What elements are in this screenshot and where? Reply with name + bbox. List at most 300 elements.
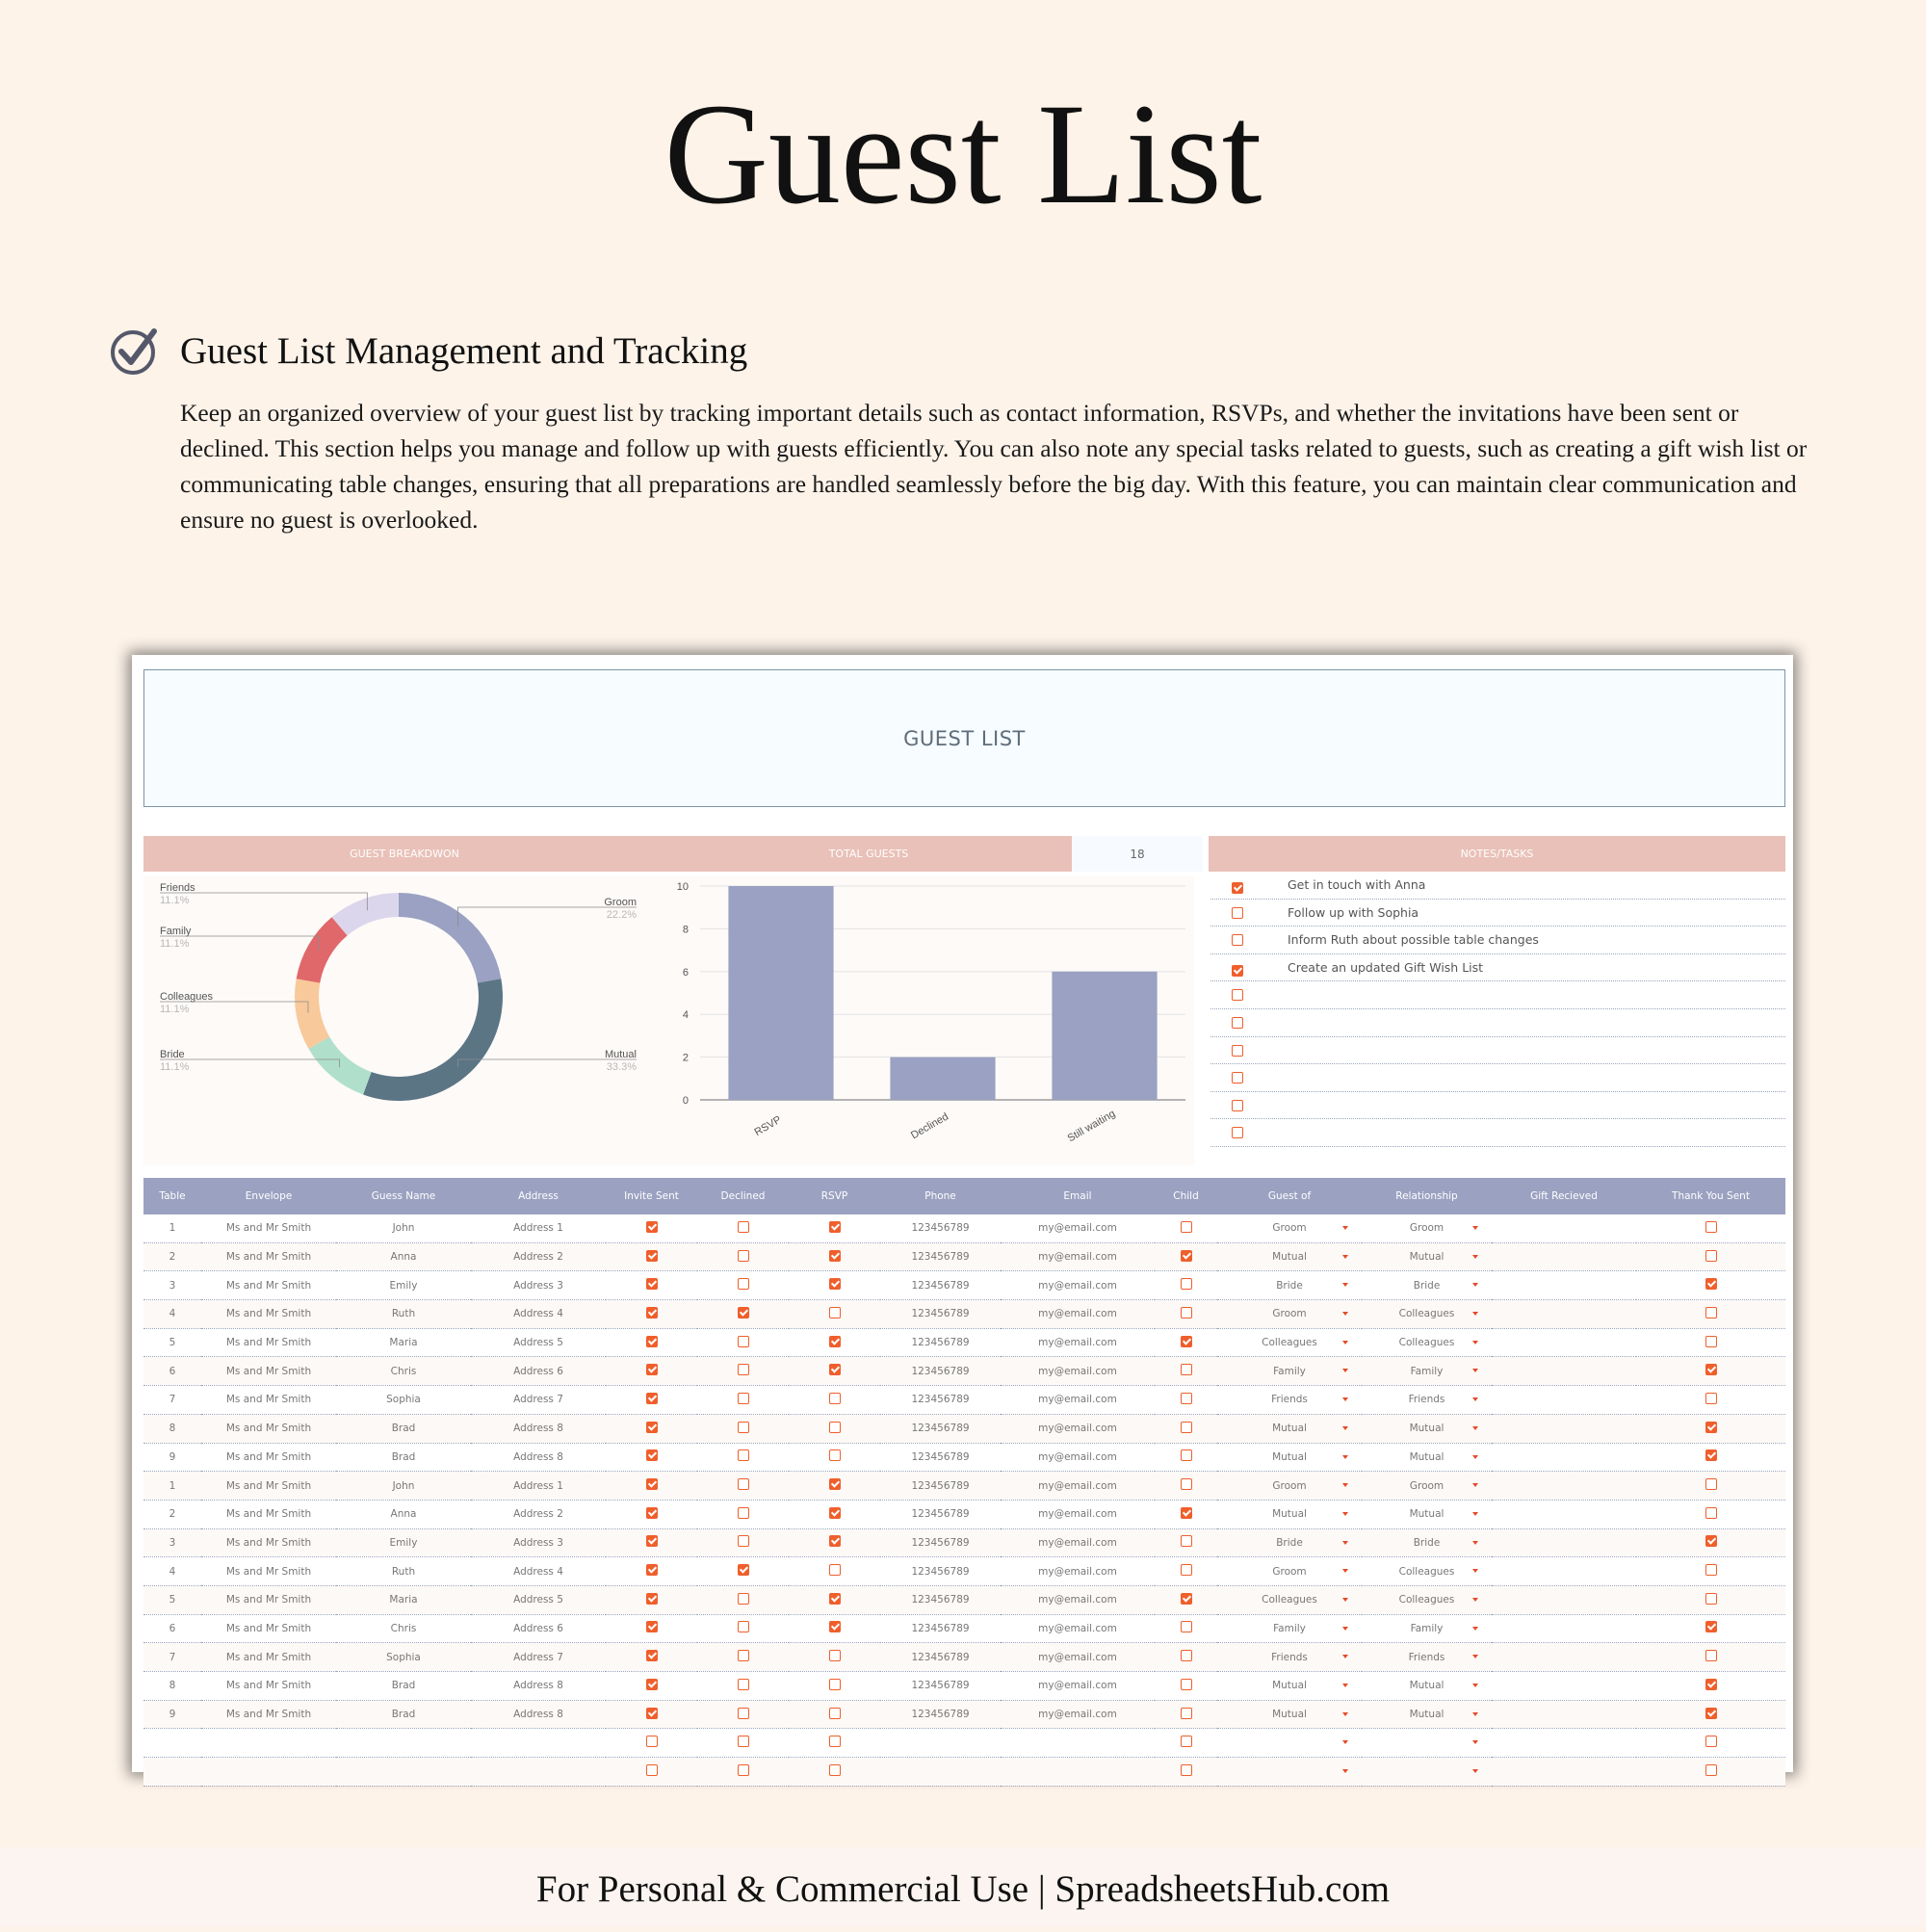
caret-down-icon[interactable] <box>1472 1712 1478 1716</box>
caret-down-icon[interactable] <box>1342 1627 1348 1631</box>
relationship-dropdown[interactable] <box>1362 1214 1492 1242</box>
invite-checkbox[interactable] <box>646 1278 658 1290</box>
cell <box>336 1500 471 1528</box>
declined-checkbox[interactable] <box>738 1679 749 1690</box>
declined-checkbox[interactable] <box>738 1736 749 1747</box>
rsvp-checkbox[interactable] <box>829 1336 841 1347</box>
cell <box>697 1242 789 1271</box>
child-checkbox[interactable] <box>1181 1278 1192 1290</box>
rsvp-checkbox[interactable] <box>829 1736 841 1747</box>
cell-address: Address 7 <box>513 1394 563 1406</box>
cell <box>1001 1472 1155 1501</box>
cell <box>1001 1214 1155 1242</box>
caret-down-icon[interactable] <box>1472 1369 1478 1372</box>
invite-checkbox[interactable] <box>646 1221 658 1233</box>
cell <box>336 1472 471 1501</box>
cell <box>606 1386 697 1415</box>
column-header[interactable]: Address <box>471 1178 606 1214</box>
cell <box>1001 1758 1155 1787</box>
rsvp-checkbox[interactable] <box>829 1221 841 1233</box>
relationship-dropdown[interactable] <box>1362 1472 1492 1501</box>
invite-checkbox[interactable] <box>646 1250 658 1262</box>
thanks-checkbox[interactable] <box>1705 1364 1717 1375</box>
thanks-checkbox[interactable] <box>1705 1507 1717 1519</box>
dropdown-value: Colleagues <box>1398 1565 1455 1578</box>
invite-checkbox[interactable] <box>646 1393 658 1404</box>
cell-name: Anna <box>390 1251 417 1264</box>
cell-gift <box>1492 1758 1636 1787</box>
cell <box>336 1242 471 1271</box>
relationship-dropdown[interactable] <box>1362 1614 1492 1643</box>
caret-down-icon[interactable] <box>1472 1341 1478 1345</box>
thanks-checkbox[interactable] <box>1705 1535 1717 1547</box>
caret-down-icon[interactable] <box>1342 1512 1348 1516</box>
thanks-checkbox[interactable] <box>1705 1336 1717 1347</box>
invite-checkbox[interactable] <box>646 1650 658 1661</box>
invite-checkbox[interactable] <box>646 1708 658 1719</box>
page-title: Guest List <box>664 74 1262 234</box>
rsvp-checkbox[interactable] <box>829 1307 841 1318</box>
guest_of-dropdown[interactable] <box>1217 1528 1362 1557</box>
guest_of-dropdown[interactable] <box>1217 1271 1362 1300</box>
caret-down-icon[interactable] <box>1342 1769 1348 1773</box>
rsvp-checkbox[interactable] <box>829 1564 841 1576</box>
invite-checkbox[interactable] <box>646 1449 658 1461</box>
cell <box>606 1729 697 1758</box>
cell-email: my@email.com <box>1038 1536 1117 1549</box>
cell <box>1636 1729 1785 1758</box>
cell-phone: 123456789 <box>911 1565 970 1578</box>
rsvp-checkbox[interactable] <box>829 1422 841 1433</box>
invite-checkbox[interactable] <box>646 1422 658 1433</box>
cell-gift <box>1492 1729 1636 1758</box>
guest_of-dropdown[interactable] <box>1217 1643 1362 1672</box>
rsvp-checkbox[interactable] <box>829 1535 841 1547</box>
caret-down-icon[interactable] <box>1472 1255 1478 1259</box>
relationship-dropdown[interactable] <box>1362 1357 1492 1386</box>
rsvp-checkbox[interactable] <box>829 1650 841 1661</box>
caret-down-icon[interactable] <box>1472 1655 1478 1658</box>
caret-down-icon[interactable] <box>1342 1483 1348 1487</box>
invite-checkbox[interactable] <box>646 1336 658 1347</box>
cell <box>789 1414 880 1443</box>
invite-checkbox[interactable] <box>646 1736 658 1747</box>
invite-checkbox[interactable] <box>646 1307 658 1318</box>
cell-name: Chris <box>390 1622 417 1634</box>
dropdown-value: Colleagues <box>1262 1337 1317 1349</box>
column-header[interactable]: RSVP <box>789 1178 880 1214</box>
caret-down-icon[interactable] <box>1342 1312 1348 1316</box>
relationship-dropdown[interactable] <box>1362 1585 1492 1614</box>
rsvp-checkbox[interactable] <box>829 1278 841 1290</box>
table-row <box>143 1443 1785 1472</box>
cell <box>143 1328 201 1357</box>
declined-checkbox[interactable] <box>738 1507 749 1519</box>
cell <box>789 1271 880 1300</box>
cell <box>606 1672 697 1701</box>
relationship-dropdown[interactable] <box>1362 1242 1492 1271</box>
invite-checkbox[interactable] <box>646 1679 658 1690</box>
x-tick-label: Declined <box>908 1110 951 1142</box>
thanks-checkbox[interactable] <box>1705 1593 1717 1605</box>
caret-down-icon[interactable] <box>1342 1255 1348 1259</box>
relationship-dropdown[interactable] <box>1362 1328 1492 1357</box>
declined-checkbox[interactable] <box>738 1708 749 1719</box>
caret-down-icon[interactable] <box>1342 1369 1348 1372</box>
declined-checkbox[interactable] <box>738 1364 749 1375</box>
declined-checkbox[interactable] <box>738 1449 749 1461</box>
child-checkbox[interactable] <box>1181 1336 1192 1347</box>
cell <box>789 1729 880 1758</box>
thanks-checkbox[interactable] <box>1705 1449 1717 1461</box>
cell <box>1636 1528 1785 1557</box>
thanks-checkbox[interactable] <box>1705 1621 1717 1632</box>
thanks-checkbox[interactable] <box>1705 1278 1717 1290</box>
relationship-dropdown[interactable] <box>1362 1528 1492 1557</box>
note-checkbox[interactable] <box>1232 882 1243 894</box>
slice-percent: 11.1% <box>160 938 190 950</box>
thanks-checkbox[interactable] <box>1705 1679 1717 1690</box>
note-checkbox[interactable] <box>1232 1127 1243 1138</box>
caret-down-icon[interactable] <box>1472 1569 1478 1573</box>
cell <box>471 1472 606 1501</box>
guest_of-dropdown[interactable] <box>1217 1500 1362 1528</box>
column-header[interactable]: Invite Sent <box>606 1178 697 1214</box>
invite-checkbox[interactable] <box>646 1564 658 1576</box>
dropdown-value: Family <box>1273 1622 1306 1634</box>
guest_of-dropdown[interactable] <box>1217 1328 1362 1357</box>
dropdown-value: Mutual <box>1272 1709 1307 1721</box>
caret-down-icon[interactable] <box>1342 1541 1348 1545</box>
guest_of-dropdown[interactable] <box>1217 1585 1362 1614</box>
child-checkbox[interactable] <box>1181 1593 1192 1605</box>
declined-checkbox[interactable] <box>738 1278 749 1290</box>
cell-envelope: Ms and Mr Smith <box>225 1450 312 1463</box>
child-checkbox[interactable] <box>1181 1650 1192 1661</box>
invite-checkbox[interactable] <box>646 1764 658 1776</box>
rsvp-checkbox[interactable] <box>829 1250 841 1262</box>
child-checkbox[interactable] <box>1181 1564 1192 1576</box>
thanks-checkbox[interactable] <box>1705 1478 1717 1490</box>
cell <box>1155 1472 1217 1501</box>
cell <box>880 1357 1001 1386</box>
child-checkbox[interactable] <box>1181 1221 1192 1233</box>
caret-down-icon[interactable] <box>1342 1655 1348 1658</box>
dropdown-value: Groom <box>1272 1479 1307 1492</box>
slice-percent: 11.1% <box>160 895 190 906</box>
child-checkbox[interactable] <box>1181 1307 1192 1318</box>
guest_of-dropdown[interactable] <box>1217 1672 1362 1701</box>
caret-down-icon[interactable] <box>1472 1283 1478 1287</box>
cell-email: my@email.com <box>1038 1222 1117 1235</box>
child-checkbox[interactable] <box>1181 1250 1192 1262</box>
rsvp-checkbox[interactable] <box>829 1708 841 1719</box>
declined-checkbox[interactable] <box>738 1478 749 1490</box>
child-checkbox[interactable] <box>1181 1736 1192 1747</box>
cell <box>1155 1242 1217 1271</box>
cell <box>471 1328 606 1357</box>
guest_of-dropdown[interactable] <box>1217 1758 1362 1787</box>
cell <box>1155 1528 1217 1557</box>
thanks-checkbox[interactable] <box>1705 1422 1717 1433</box>
rsvp-checkbox[interactable] <box>829 1764 841 1776</box>
note-checkbox[interactable] <box>1232 1100 1243 1111</box>
rsvp-checkbox[interactable] <box>829 1393 841 1404</box>
caret-down-icon[interactable] <box>1472 1483 1478 1487</box>
declined-checkbox[interactable] <box>738 1621 749 1632</box>
guest_of-dropdown[interactable] <box>1217 1414 1362 1443</box>
cell <box>880 1643 1001 1672</box>
caret-down-icon[interactable] <box>1342 1426 1348 1430</box>
relationship-dropdown[interactable] <box>1362 1443 1492 1472</box>
total-guests-value: 18 <box>1072 836 1203 872</box>
cell-envelope: Ms and Mr Smith <box>225 1622 312 1634</box>
guest_of-dropdown[interactable] <box>1217 1557 1362 1586</box>
note-checkbox[interactable] <box>1232 965 1243 977</box>
column-header[interactable]: Phone <box>880 1178 1001 1214</box>
dropdown-value: Mutual <box>1409 1423 1444 1435</box>
rsvp-checkbox[interactable] <box>829 1478 841 1490</box>
caret-down-icon[interactable] <box>1342 1397 1348 1401</box>
cell-phone: 123456789 <box>911 1337 970 1349</box>
cell <box>1155 1414 1217 1443</box>
cell-phone: 123456789 <box>911 1479 970 1492</box>
sheet-title: GUEST LIST <box>903 726 1026 750</box>
donut-slice-colleagues <box>295 979 329 1049</box>
declined-checkbox[interactable] <box>738 1221 749 1233</box>
child-checkbox[interactable] <box>1181 1708 1192 1719</box>
column-header[interactable]: Child <box>1155 1178 1217 1214</box>
slice-label: Groom <box>604 897 637 908</box>
dropdown-value: Bride <box>1413 1279 1441 1292</box>
rsvp-checkbox[interactable] <box>829 1449 841 1461</box>
declined-checkbox[interactable] <box>738 1393 749 1404</box>
cell <box>606 1557 697 1586</box>
relationship-dropdown[interactable] <box>1362 1271 1492 1300</box>
caret-down-icon[interactable] <box>1472 1541 1478 1545</box>
column-header[interactable]: Envelope <box>201 1178 336 1214</box>
cell <box>471 1357 606 1386</box>
child-checkbox[interactable] <box>1181 1535 1192 1547</box>
relationship-dropdown[interactable] <box>1362 1300 1492 1329</box>
cell-phone: 123456789 <box>911 1709 970 1721</box>
child-checkbox[interactable] <box>1181 1764 1192 1776</box>
caret-down-icon[interactable] <box>1472 1769 1478 1773</box>
declined-checkbox[interactable] <box>738 1336 749 1347</box>
caret-down-icon[interactable] <box>1342 1712 1348 1716</box>
rsvp-checkbox[interactable] <box>829 1621 841 1632</box>
relationship-dropdown[interactable] <box>1362 1386 1492 1415</box>
note-checkbox[interactable] <box>1232 934 1243 946</box>
guest_of-dropdown[interactable] <box>1217 1214 1362 1242</box>
guest_of-dropdown[interactable] <box>1217 1386 1362 1415</box>
note-checkbox[interactable] <box>1232 989 1243 1001</box>
thanks-checkbox[interactable] <box>1705 1564 1717 1576</box>
cell <box>880 1528 1001 1557</box>
caret-down-icon[interactable] <box>1472 1740 1478 1744</box>
guest_of-dropdown[interactable] <box>1217 1472 1362 1501</box>
caret-down-icon[interactable] <box>1472 1426 1478 1430</box>
cell <box>1155 1672 1217 1701</box>
cell-address: Address 4 <box>513 1565 563 1578</box>
thanks-checkbox[interactable] <box>1705 1307 1717 1318</box>
relationship-dropdown[interactable] <box>1362 1758 1492 1787</box>
child-checkbox[interactable] <box>1181 1422 1192 1433</box>
child-checkbox[interactable] <box>1181 1621 1192 1632</box>
cell-address: Address 8 <box>513 1680 563 1692</box>
caret-down-icon[interactable] <box>1342 1684 1348 1687</box>
column-header[interactable]: Declined <box>697 1178 789 1214</box>
cell <box>880 1500 1001 1528</box>
cell <box>880 1557 1001 1586</box>
cell-table: 7 <box>169 1651 176 1663</box>
invite-checkbox[interactable] <box>646 1507 658 1519</box>
child-checkbox[interactable] <box>1181 1393 1192 1404</box>
caret-down-icon[interactable] <box>1342 1226 1348 1230</box>
invite-checkbox[interactable] <box>646 1364 658 1375</box>
declined-checkbox[interactable] <box>738 1535 749 1547</box>
table-row <box>143 1472 1785 1501</box>
thanks-checkbox[interactable] <box>1705 1393 1717 1404</box>
cell <box>880 1729 1001 1758</box>
declined-checkbox[interactable] <box>738 1650 749 1661</box>
guest_of-dropdown[interactable] <box>1217 1614 1362 1643</box>
relationship-dropdown[interactable] <box>1362 1414 1492 1443</box>
caret-down-icon[interactable] <box>1472 1512 1478 1516</box>
declined-checkbox[interactable] <box>738 1764 749 1776</box>
caret-down-icon[interactable] <box>1472 1455 1478 1459</box>
cell <box>697 1729 789 1758</box>
child-checkbox[interactable] <box>1181 1364 1192 1375</box>
thanks-checkbox[interactable] <box>1705 1221 1717 1233</box>
spreadsheet-preview <box>132 655 1793 1772</box>
child-checkbox[interactable] <box>1181 1679 1192 1690</box>
declined-checkbox[interactable] <box>738 1593 749 1605</box>
caret-down-icon[interactable] <box>1342 1598 1348 1602</box>
slice-percent: 22.2% <box>606 909 637 921</box>
invite-checkbox[interactable] <box>646 1593 658 1605</box>
child-checkbox[interactable] <box>1181 1449 1192 1461</box>
cell <box>789 1614 880 1643</box>
cell-table: 1 <box>169 1222 176 1235</box>
caret-down-icon[interactable] <box>1472 1598 1478 1602</box>
column-header[interactable]: Relationship <box>1362 1178 1492 1214</box>
thanks-checkbox[interactable] <box>1705 1250 1717 1262</box>
rsvp-checkbox[interactable] <box>829 1679 841 1690</box>
invite-checkbox[interactable] <box>646 1621 658 1632</box>
guest_of-dropdown[interactable] <box>1217 1729 1362 1758</box>
column-header[interactable]: Thank You Sent <box>1636 1178 1785 1214</box>
guest_of-dropdown[interactable] <box>1217 1443 1362 1472</box>
declined-checkbox[interactable] <box>738 1564 749 1576</box>
caret-down-icon[interactable] <box>1472 1627 1478 1631</box>
cell <box>697 1614 789 1643</box>
cell-address: Address 7 <box>513 1651 563 1663</box>
guest_of-dropdown[interactable] <box>1217 1300 1362 1329</box>
cell-envelope: Ms and Mr Smith <box>225 1709 312 1721</box>
column-header[interactable]: Email <box>1001 1178 1155 1214</box>
guest_of-dropdown[interactable] <box>1217 1242 1362 1271</box>
relationship-dropdown[interactable] <box>1362 1700 1492 1729</box>
cell <box>789 1672 880 1701</box>
caret-down-icon[interactable] <box>1472 1397 1478 1401</box>
caret-down-icon[interactable] <box>1342 1341 1348 1345</box>
cell-email: my@email.com <box>1038 1365 1117 1377</box>
cell <box>471 1700 606 1729</box>
cell-email: my@email.com <box>1038 1308 1117 1320</box>
cell <box>1636 1557 1785 1586</box>
dropdown-value: Friends <box>1271 1394 1308 1406</box>
notes-list <box>1210 872 1785 1147</box>
declined-checkbox[interactable] <box>738 1422 749 1433</box>
thanks-checkbox[interactable] <box>1705 1764 1717 1776</box>
cell <box>201 1729 336 1758</box>
cell <box>201 1300 336 1329</box>
cell <box>880 1242 1001 1271</box>
column-header[interactable]: Guess Name <box>336 1178 471 1214</box>
relationship-dropdown[interactable] <box>1362 1672 1492 1701</box>
caret-down-icon[interactable] <box>1472 1226 1478 1230</box>
child-checkbox[interactable] <box>1181 1478 1192 1490</box>
note-text: Create an updated Gift Wish List <box>1288 959 1484 975</box>
guest_of-dropdown[interactable] <box>1217 1357 1362 1386</box>
guest_of-dropdown[interactable] <box>1217 1700 1362 1729</box>
relationship-dropdown[interactable] <box>1362 1557 1492 1586</box>
note-checkbox[interactable] <box>1232 1045 1243 1057</box>
rsvp-checkbox[interactable] <box>829 1364 841 1375</box>
declined-checkbox[interactable] <box>738 1250 749 1262</box>
cell-envelope: Ms and Mr Smith <box>225 1508 312 1521</box>
caret-down-icon[interactable] <box>1342 1455 1348 1459</box>
cell <box>606 1500 697 1528</box>
note-checkbox[interactable] <box>1232 907 1243 919</box>
child-checkbox[interactable] <box>1181 1507 1192 1519</box>
relationship-dropdown[interactable] <box>1362 1729 1492 1758</box>
cell <box>201 1643 336 1672</box>
rsvp-checkbox[interactable] <box>829 1507 841 1519</box>
thanks-checkbox[interactable] <box>1705 1708 1717 1719</box>
declined-checkbox[interactable] <box>738 1307 749 1318</box>
cell-name: Brad <box>391 1423 416 1435</box>
cell <box>1155 1386 1217 1415</box>
cell-phone: 123456789 <box>911 1394 970 1406</box>
caret-down-icon[interactable] <box>1342 1740 1348 1744</box>
column-header[interactable]: Gift Recieved <box>1492 1178 1636 1214</box>
relationship-dropdown[interactable] <box>1362 1500 1492 1528</box>
cell-email: my@email.com <box>1038 1394 1117 1406</box>
caret-down-icon[interactable] <box>1342 1283 1348 1287</box>
invite-checkbox[interactable] <box>646 1535 658 1547</box>
table-row <box>143 1386 1785 1415</box>
cell-table: 6 <box>169 1622 176 1634</box>
invite-checkbox[interactable] <box>646 1478 658 1490</box>
caret-down-icon[interactable] <box>1472 1312 1478 1316</box>
cell <box>697 1386 789 1415</box>
cell-email: my@email.com <box>1038 1423 1117 1435</box>
note-checkbox[interactable] <box>1232 1017 1243 1029</box>
relationship-dropdown[interactable] <box>1362 1643 1492 1672</box>
cell <box>1636 1443 1785 1472</box>
note-checkbox[interactable] <box>1232 1072 1243 1083</box>
column-header[interactable]: Guest of <box>1217 1178 1362 1214</box>
caret-down-icon[interactable] <box>1342 1569 1348 1573</box>
dropdown-value: Mutual <box>1272 1450 1307 1463</box>
rsvp-checkbox[interactable] <box>829 1593 841 1605</box>
thanks-checkbox[interactable] <box>1705 1650 1717 1661</box>
column-header[interactable]: Table <box>143 1178 201 1214</box>
thanks-checkbox[interactable] <box>1705 1736 1717 1747</box>
caret-down-icon[interactable] <box>1472 1684 1478 1687</box>
